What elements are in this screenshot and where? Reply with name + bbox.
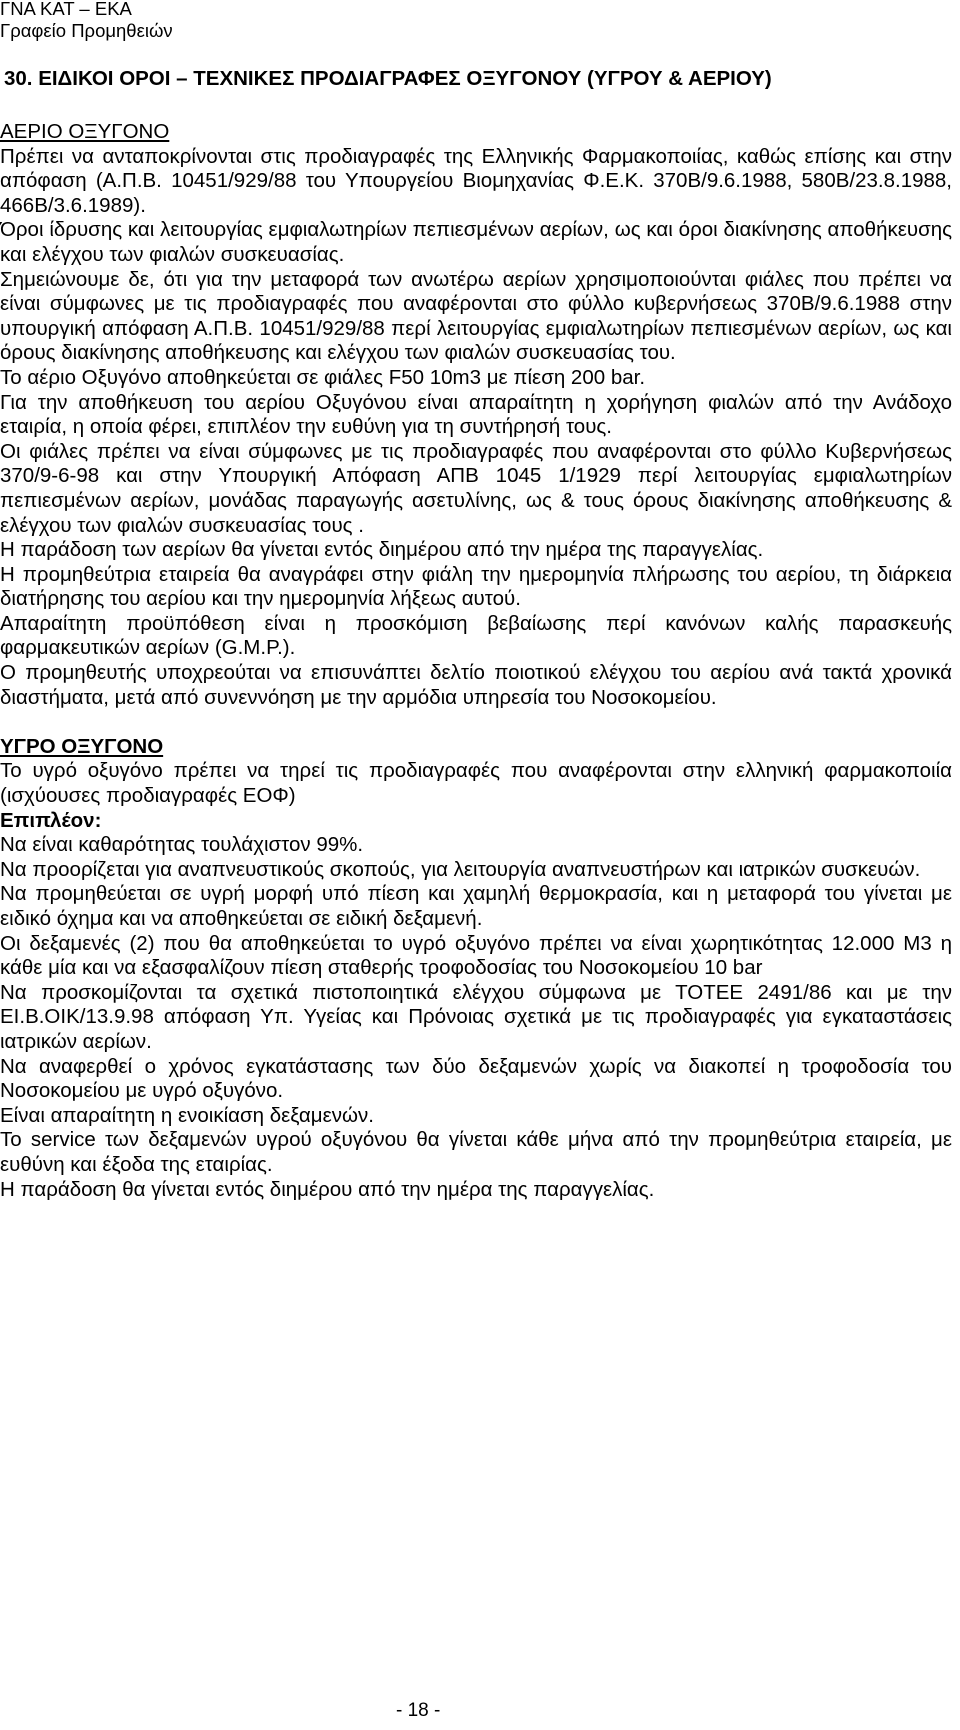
spacer xyxy=(0,710,952,735)
paragraph: Να προμηθεύεται σε υγρή μορφή υπό πίεση και χαμηλή θερμοκρασία, και η μεταφορά του γίνεται με ειδικό όχημα και να αποθηκεύεται σε ειδική δεξαμενή. xyxy=(0,882,952,930)
header-organization: ΓΝΑ ΚΑΤ – ΕΚΑ xyxy=(0,0,132,19)
extra-label: Επιπλέον: xyxy=(0,808,102,832)
paragraph: Είναι απαραίτητη η ενοικίαση δεξαμενών. xyxy=(0,1103,374,1127)
header xyxy=(0,0,173,42)
paragraph: Η παράδοση θα γίνεται εντός διημέρου από την ημέρα της παραγγελίας. xyxy=(0,1177,655,1201)
section-title: 30. ΕΙΔΙΚΟΙ ΟΡΟΙ – ΤΕΧΝΙΚΕΣ ΠΡΟΔΙΑΓΡΑΦΕΣ ΟΞΥΓΟΝΟΥ (ΥΓΡΟΥ & ΑΕΡΙΟΥ) xyxy=(4,67,772,90)
document-body xyxy=(0,120,952,1202)
paragraph: Να προσκομίζονται τα σχετικά πιστοποιητικά ελέγχου σύμφωνα με ΤΟΤΕΕ 2491/86 και με την ΕΙ.Β.ΟΙΚ/13.9.98 απόφαση Υπ. Υγείας και Πρόνοιας σχετικά με τις προδιαγραφές για εγκαταστάσεις ιατρικών αερίων. xyxy=(0,980,952,1053)
paragraph: Όροι ίδρυσης και λειτουργίας εμφιαλωτηρίων πεπιεσμένων αερίων, ως και όροι διακίνησης αποθήκευσης και ελέγχου των φιαλών συσκευασίας. xyxy=(0,218,952,266)
paragraph: Σημειώνουμε δε, ότι για την μεταφορά των ανωτέρω αερίων χρησιμοποιούνται φιάλες που πρέπει να είναι σύμφωνες με τις προδιαγραφές που αναφέρονται στο φύλλο κυβερνήσεως 370Β/9.6.1988 στην υπουργική απόφαση Α.Π.Β. 10451/929/88 περί λειτουργίας εμφιαλωτηρίων πεπιεσμένων αερίων, ως και όρους διακίνησης αποθήκευσης και ελέγχου των φιαλών συσκευασίας του. xyxy=(0,267,952,365)
paragraph: Για την αποθήκευση του αερίου Οξυγόνου είναι απαραίτητη η χορήγηση φιαλών από την Ανάδοχο εταιρία, η οποία φέρει, επιπλέον την ευθύνη για τη συντήρησή τους. xyxy=(0,390,952,439)
paragraph: Το αέριο Οξυγόνο αποθηκεύεται σε φιάλες F50 10m3 με πίεση 200 bar. xyxy=(0,365,646,389)
header-department: Γραφείο Προμηθειών xyxy=(0,20,173,41)
paragraph: Ο προμηθευτής υποχρεούται να επισυνάπτει δελτίο ποιοτικού ελέγχου του αερίου ανά τακτά χρονικά διαστήματα, μετά από συνεννόηση με την αρμόδια υπηρεσία του Νοσοκομείου. xyxy=(0,661,952,709)
paragraph: Απαραίτητη προϋπόθεση είναι η προσκόμιση βεβαίωσης περί κανόνων καλής παρασκευής φαρμακευτικών αερίων (G.M.P.). xyxy=(0,611,952,660)
gas-oxygen-heading: ΑΕΡΙΟ ΟΞΥΓΟΝΟ xyxy=(0,120,170,143)
paragraph: Η προμηθεύτρια εταιρεία θα αναγράφει στην φιάλη την ημερομηνία πλήρωσης του αερίου, τη διάρκεια διατήρησης του αερίου και την ημερομηνία λήξεως αυτού. xyxy=(0,562,952,611)
liquid-oxygen-heading: ΥΓΡΟ ΟΞΥΓΟΝΟ xyxy=(0,734,164,758)
paragraph: Το υγρό οξυγόνο πρέπει να τηρεί τις προδιαγραφές που αναφέρονται στην ελληνική φαρμακοποιία (ισχύουσες προδιαγραφές ΕΟΦ) xyxy=(0,759,952,808)
paragraph: Να αναφερθεί ο χρόνος εγκατάστασης των δύο δεξαμενών χωρίς να διακοπεί η τροφοδοσία του Νοσοκομείου με υγρό οξυγόνο. xyxy=(0,1054,952,1103)
paragraph: Η παράδοση των αερίων θα γίνεται εντός διημέρου από την ημέρα της παραγγελίας. xyxy=(0,538,764,562)
paragraph: Να είναι καθαρότητας τουλάχιστον 99%. xyxy=(0,833,364,857)
paragraph: Οι δεξαμενές (2) που θα αποθηκεύεται το υγρό οξυγόνο πρέπει να είναι χωρητικότητας 12.000 M3 η κάθε μία και να εξασφαλίζουν πίεση σταθερής τροφοδοσίας του Νοσοκομείου 10 bar xyxy=(0,931,952,980)
paragraph: Το service των δεξαμενών υγρού οξυγόνου θα γίνεται κάθε μήνα από την προμηθεύτρια εταιρεία, με ευθύνη και έξοδα της εταιρίας. xyxy=(0,1128,952,1176)
paragraph: Οι φιάλες πρέπει να είναι σύμφωνες με τις προδιαγραφές που αναφέρονται στο φύλλο Κυβερνήσεως 370/9-6-98 και στην Υπουργική Απόφαση ΑΠΒ 1045 1/1929 περί λειτουργίας εμφιαλωτηρίων πεπιεσμένων αερίων, μονάδας παραγωγής ασετυλίνης, ως & τους όρους διακίνησης αποθήκευσης & ελέγχου των φιαλών συσκευασίας τους . xyxy=(0,439,952,537)
page-number: - 18 - xyxy=(396,1700,441,1721)
paragraph: Να προορίζεται για αναπνευστικούς σκοπούς, για λειτουργία αναπνευστήρων και ιατρικών συσκευών. xyxy=(0,857,921,881)
paragraph: Πρέπει να ανταποκρίνονται στις προδιαγραφές της Ελληνικής Φαρμακοποιίας, καθώς επίσης και στην απόφαση (Α.Π.Β. 10451/929/88 του Υπουργείου Βιομηχανίας Φ.Ε.Κ. 370Β/9.6.1988, 580Β/23.8.1988, 466Β/3.6.1989). xyxy=(0,144,952,217)
